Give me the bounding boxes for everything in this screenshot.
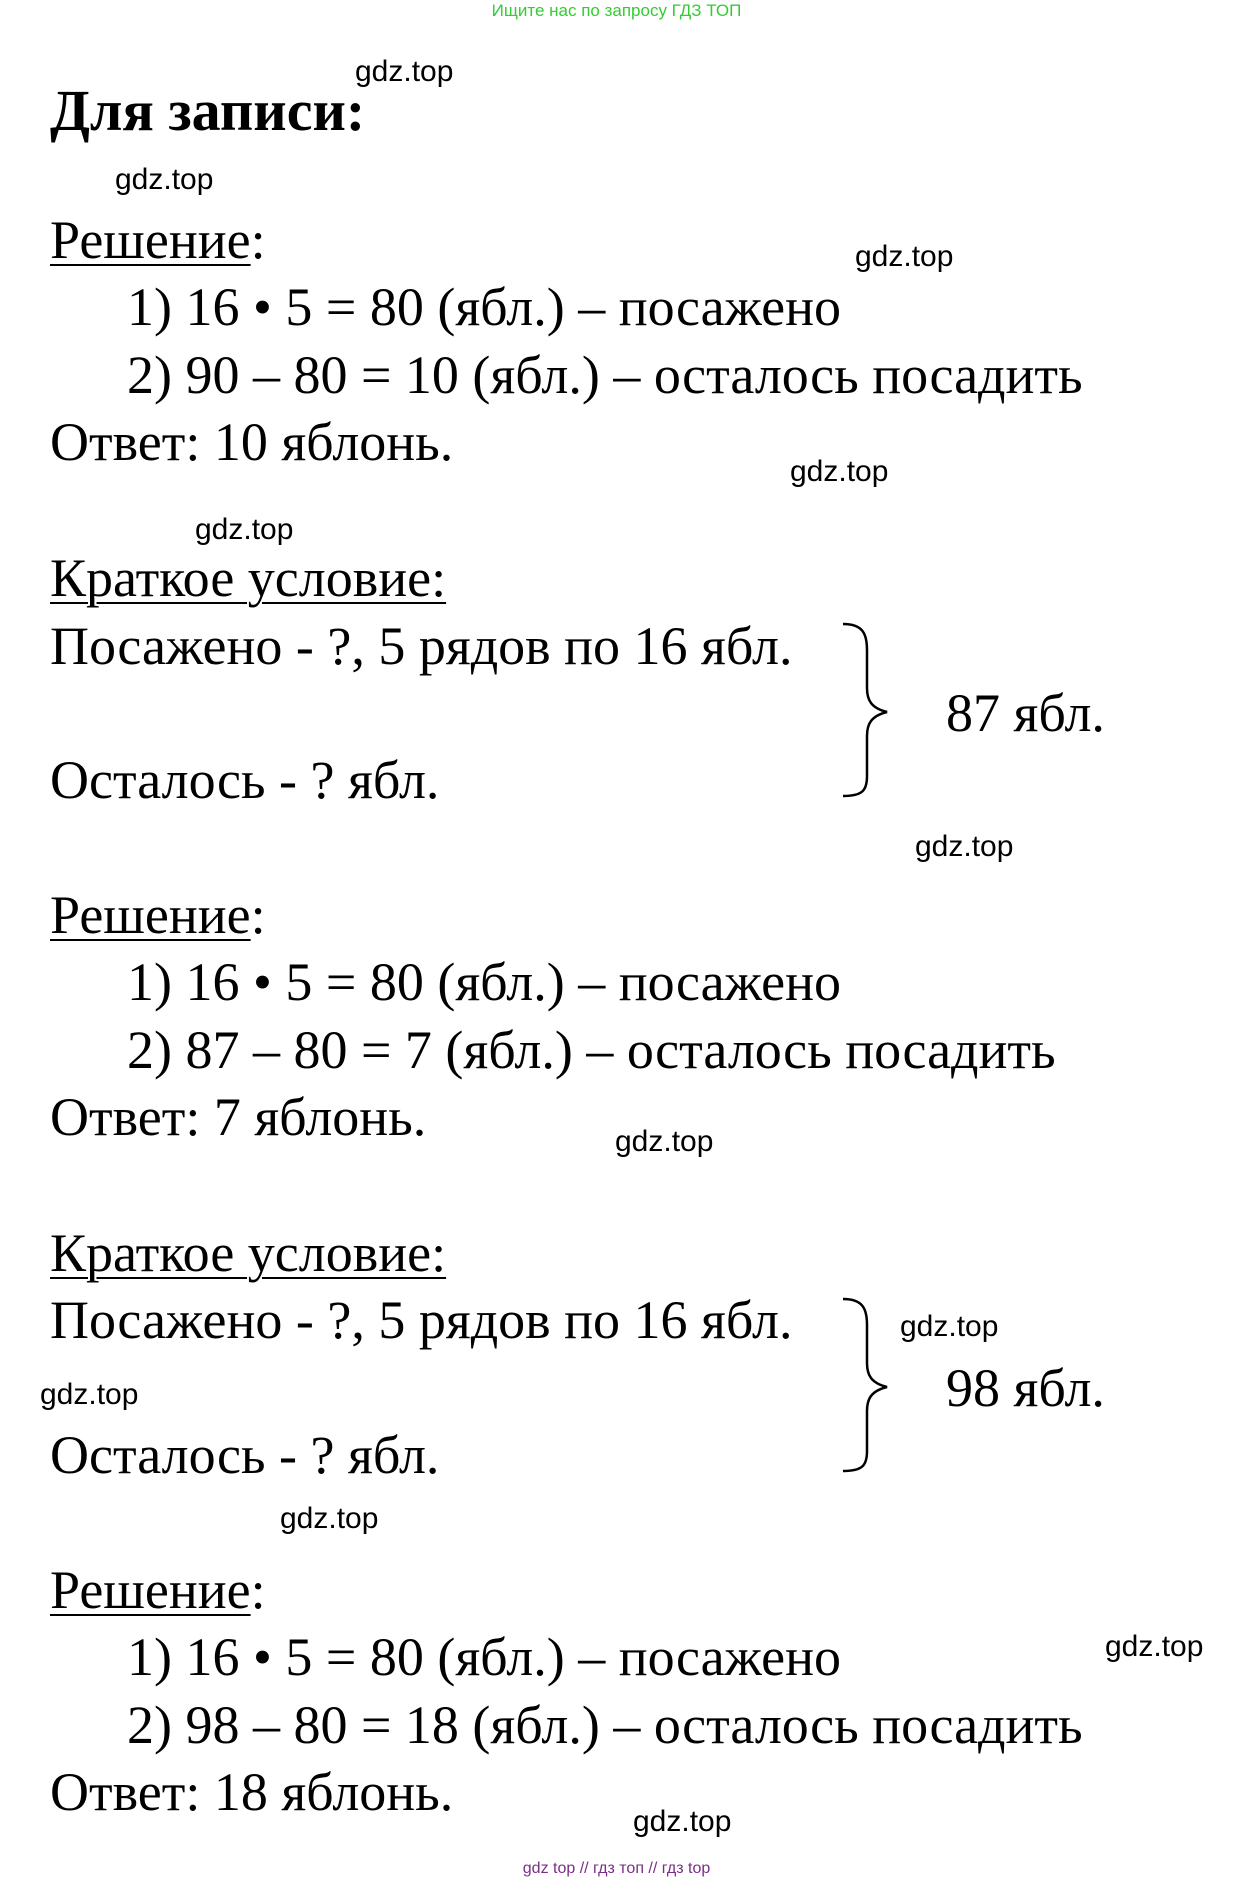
- condition-heading: Краткое условие:: [50, 1223, 447, 1283]
- condition-planted: Посажено - ?, 5 рядов по 16 ябл.: [50, 616, 793, 676]
- solution-step-2: 2) 90 – 80 = 10 (ябл.) – осталось посадить: [127, 345, 1083, 405]
- footer: gdz top // гдз топ // гдз top: [522, 1860, 711, 1877]
- solution-step-2: 2) 87 – 80 = 7 (ябл.) – осталось посадить: [127, 1020, 1056, 1080]
- page-title: Для записи:: [50, 78, 366, 143]
- condition-total: 98 ябл.: [946, 1358, 1105, 1418]
- watermark: gdz.top: [855, 240, 954, 273]
- solution-colon: :: [250, 885, 266, 945]
- watermark: gdz.top: [790, 455, 889, 488]
- brace-icon: [835, 620, 905, 800]
- solution-heading: [50, 208, 266, 272]
- watermark: gdz.top: [915, 830, 1014, 863]
- solution-heading: [50, 883, 266, 947]
- solution-step-2: 2) 98 – 80 = 18 (ябл.) – осталось посадить: [127, 1695, 1083, 1755]
- watermark: gdz.top: [900, 1310, 999, 1343]
- header-note: Ищите нас по запросу ГДЗ ТОП: [491, 1, 742, 20]
- solution-label: Решение: [50, 1560, 251, 1620]
- solution-heading: [50, 1558, 266, 1622]
- condition-planted: Посажено - ?, 5 рядов по 16 ябл.: [50, 1290, 793, 1350]
- watermark: gdz.top: [195, 513, 294, 546]
- brace-icon: [835, 1295, 905, 1475]
- solution-label: Решение: [50, 885, 251, 945]
- solution-step-1: 1) 16 • 5 = 80 (ябл.) – посажено: [127, 277, 842, 337]
- solution-label: Решение: [50, 210, 251, 270]
- watermark: gdz.top: [633, 1805, 732, 1838]
- watermark: gdz.top: [40, 1378, 139, 1411]
- watermark: gdz.top: [280, 1502, 379, 1535]
- watermark: gdz.top: [355, 55, 454, 88]
- answer: Ответ: 7 яблонь.: [50, 1087, 427, 1147]
- watermark: gdz.top: [615, 1125, 714, 1158]
- answer: Ответ: 18 яблонь.: [50, 1762, 454, 1822]
- watermark: gdz.top: [115, 163, 214, 196]
- condition-total: 87 ябл.: [946, 683, 1105, 743]
- condition-remaining: Осталось - ? ябл.: [50, 1425, 440, 1485]
- solution-step-1: 1) 16 • 5 = 80 (ябл.) – посажено: [127, 952, 842, 1012]
- watermark: gdz.top: [1105, 1630, 1204, 1663]
- condition-remaining: Осталось - ? ябл.: [50, 750, 440, 810]
- solution-colon: :: [250, 1560, 266, 1620]
- answer: Ответ: 10 яблонь.: [50, 412, 454, 472]
- solution-colon: :: [250, 210, 266, 270]
- solution-step-1: 1) 16 • 5 = 80 (ябл.) – посажено: [127, 1627, 842, 1687]
- condition-heading: Краткое условие:: [50, 548, 447, 608]
